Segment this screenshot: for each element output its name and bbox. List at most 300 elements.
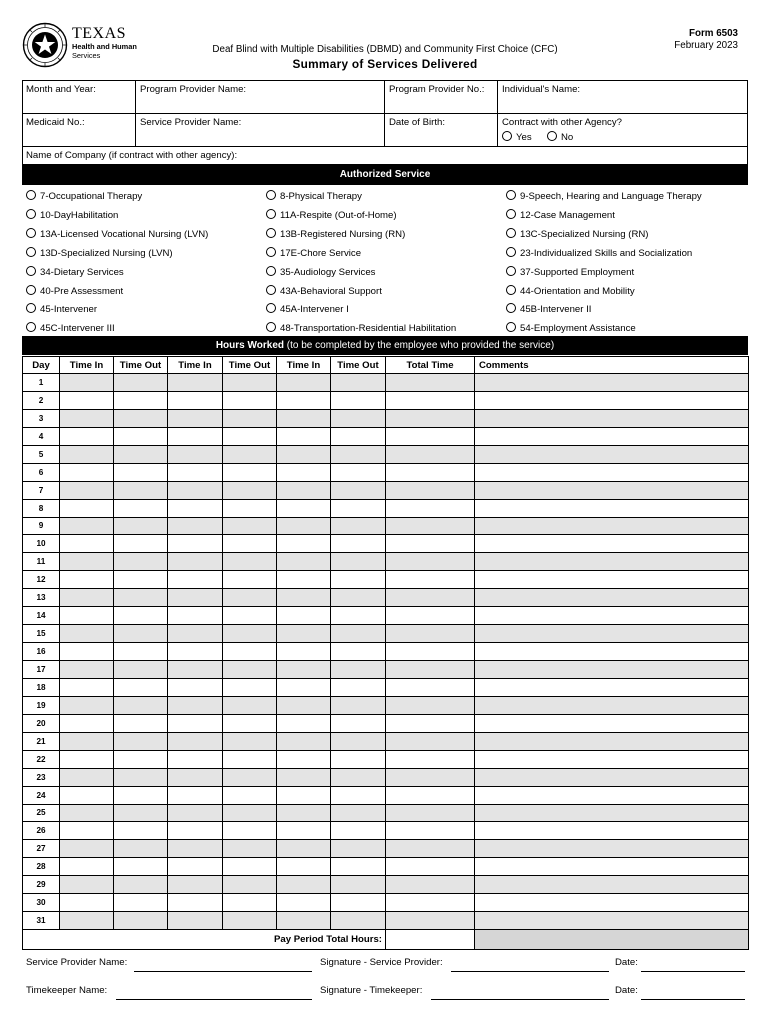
time-in-cell[interactable] — [60, 750, 114, 768]
signature-timekeeper-line[interactable] — [431, 999, 609, 1000]
service-option[interactable] — [266, 303, 349, 315]
time-out-cell[interactable] — [223, 768, 277, 786]
service-option[interactable] — [506, 285, 635, 297]
time-out-cell[interactable] — [114, 750, 168, 768]
comments-cell[interactable] — [475, 840, 749, 858]
time-out-cell[interactable] — [223, 409, 277, 427]
time-in-cell[interactable] — [168, 481, 223, 499]
time-in-cell[interactable] — [60, 625, 114, 643]
comments-cell[interactable] — [475, 822, 749, 840]
time-out-cell[interactable] — [114, 714, 168, 732]
time-out-cell[interactable] — [331, 840, 386, 858]
service-option[interactable] — [26, 285, 123, 297]
time-out-cell[interactable] — [223, 822, 277, 840]
time-out-cell[interactable] — [331, 499, 386, 517]
time-in-cell[interactable] — [277, 732, 331, 750]
time-out-cell[interactable] — [114, 607, 168, 625]
comments-cell[interactable] — [475, 481, 749, 499]
radio-icon[interactable] — [26, 303, 36, 313]
time-out-cell[interactable] — [114, 553, 168, 571]
time-out-cell[interactable] — [331, 374, 386, 392]
time-in-cell[interactable] — [277, 876, 331, 894]
time-in-cell[interactable] — [60, 804, 114, 822]
time-out-cell[interactable] — [331, 732, 386, 750]
total-time-cell[interactable] — [386, 535, 475, 553]
radio-icon[interactable] — [506, 285, 516, 295]
time-in-cell[interactable] — [277, 409, 331, 427]
time-in-cell[interactable] — [168, 589, 223, 607]
service-option[interactable] — [266, 285, 382, 297]
time-in-cell[interactable] — [277, 768, 331, 786]
comments-cell[interactable] — [475, 643, 749, 661]
time-in-cell[interactable] — [60, 589, 114, 607]
radio-icon[interactable] — [26, 209, 36, 219]
time-in-cell[interactable] — [277, 840, 331, 858]
total-time-cell[interactable] — [386, 858, 475, 876]
time-out-cell[interactable] — [114, 822, 168, 840]
total-time-cell[interactable] — [386, 427, 475, 445]
time-in-cell[interactable] — [277, 858, 331, 876]
time-in-cell[interactable] — [277, 696, 331, 714]
time-in-cell[interactable] — [277, 499, 331, 517]
time-in-cell[interactable] — [60, 696, 114, 714]
time-out-cell[interactable] — [223, 732, 277, 750]
comments-cell[interactable] — [475, 786, 749, 804]
time-in-cell[interactable] — [277, 625, 331, 643]
time-out-cell[interactable] — [223, 643, 277, 661]
time-in-cell[interactable] — [60, 517, 114, 535]
service-option[interactable] — [506, 209, 615, 221]
time-out-cell[interactable] — [331, 445, 386, 463]
comments-cell[interactable] — [475, 463, 749, 481]
radio-icon[interactable] — [506, 247, 516, 257]
time-out-cell[interactable] — [114, 517, 168, 535]
total-time-cell[interactable] — [386, 643, 475, 661]
total-time-cell[interactable] — [386, 696, 475, 714]
time-in-cell[interactable] — [277, 894, 331, 912]
time-in-cell[interactable] — [60, 374, 114, 392]
signature-service-provider-line[interactable] — [451, 971, 609, 972]
time-out-cell[interactable] — [331, 822, 386, 840]
comments-cell[interactable] — [475, 876, 749, 894]
comments-cell[interactable] — [475, 445, 749, 463]
time-out-cell[interactable] — [223, 463, 277, 481]
time-in-cell[interactable] — [168, 553, 223, 571]
total-time-cell[interactable] — [386, 786, 475, 804]
time-in-cell[interactable] — [277, 822, 331, 840]
date-of-birth-field[interactable]: Date of Birth: — [389, 117, 445, 128]
time-out-cell[interactable] — [223, 445, 277, 463]
comments-cell[interactable] — [475, 732, 749, 750]
contract-no-option[interactable] — [547, 131, 573, 143]
radio-icon[interactable] — [266, 303, 276, 313]
total-time-cell[interactable] — [386, 804, 475, 822]
comments-cell[interactable] — [475, 409, 749, 427]
radio-icon[interactable] — [26, 247, 36, 257]
time-in-cell[interactable] — [168, 732, 223, 750]
time-out-cell[interactable] — [331, 517, 386, 535]
time-out-cell[interactable] — [223, 696, 277, 714]
comments-cell[interactable] — [475, 571, 749, 589]
service-option[interactable] — [266, 247, 361, 259]
time-in-cell[interactable] — [168, 643, 223, 661]
total-time-cell[interactable] — [386, 409, 475, 427]
contract-yes-option[interactable] — [502, 131, 532, 143]
service-option[interactable] — [26, 247, 173, 259]
time-out-cell[interactable] — [331, 912, 386, 930]
time-out-cell[interactable] — [223, 625, 277, 643]
time-out-cell[interactable] — [114, 427, 168, 445]
time-out-cell[interactable] — [331, 714, 386, 732]
service-option[interactable] — [26, 209, 118, 221]
time-in-cell[interactable] — [277, 714, 331, 732]
time-in-cell[interactable] — [168, 822, 223, 840]
time-out-cell[interactable] — [223, 499, 277, 517]
time-in-cell[interactable] — [60, 427, 114, 445]
time-in-cell[interactable] — [277, 643, 331, 661]
time-in-cell[interactable] — [168, 499, 223, 517]
radio-icon[interactable] — [506, 228, 516, 238]
time-out-cell[interactable] — [114, 463, 168, 481]
comments-cell[interactable] — [475, 374, 749, 392]
time-in-cell[interactable] — [168, 840, 223, 858]
time-out-cell[interactable] — [331, 571, 386, 589]
time-out-cell[interactable] — [114, 678, 168, 696]
time-out-cell[interactable] — [223, 553, 277, 571]
total-time-cell[interactable] — [386, 714, 475, 732]
service-option[interactable] — [26, 303, 97, 315]
comments-cell[interactable] — [475, 696, 749, 714]
individual-name-field[interactable]: Individual's Name: — [502, 84, 581, 95]
total-time-cell[interactable] — [386, 391, 475, 409]
time-in-cell[interactable] — [277, 427, 331, 445]
time-in-cell[interactable] — [60, 678, 114, 696]
radio-icon[interactable] — [506, 209, 516, 219]
total-time-cell[interactable] — [386, 876, 475, 894]
time-in-cell[interactable] — [277, 463, 331, 481]
service-option[interactable] — [266, 190, 362, 202]
comments-cell[interactable] — [475, 661, 749, 679]
total-time-cell[interactable] — [386, 481, 475, 499]
time-out-cell[interactable] — [114, 696, 168, 714]
comments-cell[interactable] — [475, 517, 749, 535]
time-in-cell[interactable] — [168, 517, 223, 535]
total-time-cell[interactable] — [386, 553, 475, 571]
time-in-cell[interactable] — [60, 571, 114, 589]
comments-cell[interactable] — [475, 768, 749, 786]
time-out-cell[interactable] — [223, 894, 277, 912]
time-in-cell[interactable] — [60, 463, 114, 481]
total-time-cell[interactable] — [386, 678, 475, 696]
comments-cell[interactable] — [475, 804, 749, 822]
time-out-cell[interactable] — [114, 643, 168, 661]
time-in-cell[interactable] — [60, 481, 114, 499]
time-out-cell[interactable] — [114, 858, 168, 876]
total-time-cell[interactable] — [386, 571, 475, 589]
radio-icon[interactable] — [26, 228, 36, 238]
time-in-cell[interactable] — [168, 876, 223, 894]
time-out-cell[interactable] — [331, 643, 386, 661]
total-time-cell[interactable] — [386, 822, 475, 840]
time-out-cell[interactable] — [331, 858, 386, 876]
time-out-cell[interactable] — [114, 391, 168, 409]
service-option[interactable] — [266, 266, 375, 278]
comments-cell[interactable] — [475, 553, 749, 571]
time-out-cell[interactable] — [114, 589, 168, 607]
time-out-cell[interactable] — [114, 786, 168, 804]
time-in-cell[interactable] — [168, 625, 223, 643]
time-in-cell[interactable] — [60, 661, 114, 679]
total-time-cell[interactable] — [386, 840, 475, 858]
time-in-cell[interactable] — [60, 607, 114, 625]
time-out-cell[interactable] — [223, 427, 277, 445]
time-in-cell[interactable] — [60, 499, 114, 517]
time-out-cell[interactable] — [223, 678, 277, 696]
time-out-cell[interactable] — [331, 553, 386, 571]
service-option[interactable] — [26, 190, 142, 202]
time-out-cell[interactable] — [223, 607, 277, 625]
service-option[interactable] — [506, 322, 636, 334]
radio-icon[interactable] — [26, 266, 36, 276]
total-time-cell[interactable] — [386, 661, 475, 679]
time-out-cell[interactable] — [223, 840, 277, 858]
time-in-cell[interactable] — [168, 463, 223, 481]
time-in-cell[interactable] — [168, 894, 223, 912]
time-out-cell[interactable] — [331, 607, 386, 625]
time-out-cell[interactable] — [331, 786, 386, 804]
time-out-cell[interactable] — [223, 589, 277, 607]
time-in-cell[interactable] — [277, 374, 331, 392]
service-option[interactable] — [506, 247, 692, 259]
time-out-cell[interactable] — [223, 481, 277, 499]
time-out-cell[interactable] — [223, 912, 277, 930]
radio-icon[interactable] — [266, 322, 276, 332]
total-time-cell[interactable] — [386, 607, 475, 625]
time-out-cell[interactable] — [223, 750, 277, 768]
time-out-cell[interactable] — [223, 391, 277, 409]
time-in-cell[interactable] — [277, 804, 331, 822]
time-out-cell[interactable] — [331, 768, 386, 786]
time-in-cell[interactable] — [277, 391, 331, 409]
time-out-cell[interactable] — [331, 625, 386, 643]
total-time-cell[interactable] — [386, 768, 475, 786]
company-name-field[interactable]: Name of Company (if contract with other agency): — [26, 150, 238, 161]
total-time-cell[interactable] — [386, 499, 475, 517]
time-out-cell[interactable] — [223, 374, 277, 392]
time-out-cell[interactable] — [114, 409, 168, 427]
total-time-cell[interactable] — [386, 517, 475, 535]
time-in-cell[interactable] — [168, 714, 223, 732]
service-provider-name-field[interactable]: Service Provider Name: — [140, 117, 242, 128]
time-out-cell[interactable] — [223, 517, 277, 535]
total-time-cell[interactable] — [386, 750, 475, 768]
radio-icon[interactable] — [506, 190, 516, 200]
program-provider-name-field[interactable]: Program Provider Name: — [140, 84, 247, 95]
radio-icon[interactable] — [547, 131, 557, 141]
time-out-cell[interactable] — [114, 535, 168, 553]
time-in-cell[interactable] — [277, 571, 331, 589]
total-time-cell[interactable] — [386, 463, 475, 481]
time-in-cell[interactable] — [277, 481, 331, 499]
time-in-cell[interactable] — [168, 607, 223, 625]
timekeeper-name-line[interactable] — [116, 999, 312, 1000]
comments-cell[interactable] — [475, 391, 749, 409]
radio-icon[interactable] — [26, 322, 36, 332]
time-out-cell[interactable] — [223, 661, 277, 679]
time-in-cell[interactable] — [60, 858, 114, 876]
time-in-cell[interactable] — [277, 661, 331, 679]
time-in-cell[interactable] — [168, 768, 223, 786]
comments-cell[interactable] — [475, 912, 749, 930]
service-option[interactable] — [26, 266, 124, 278]
radio-icon[interactable] — [266, 247, 276, 257]
comments-cell[interactable] — [475, 858, 749, 876]
radio-icon[interactable] — [26, 285, 36, 295]
radio-icon[interactable] — [502, 131, 512, 141]
service-option[interactable] — [266, 322, 456, 334]
comments-cell[interactable] — [475, 750, 749, 768]
radio-icon[interactable] — [506, 322, 516, 332]
time-out-cell[interactable] — [331, 409, 386, 427]
service-provider-name-line[interactable] — [134, 971, 312, 972]
total-time-cell[interactable] — [386, 894, 475, 912]
time-in-cell[interactable] — [168, 750, 223, 768]
time-out-cell[interactable] — [114, 876, 168, 894]
time-in-cell[interactable] — [277, 445, 331, 463]
comments-cell[interactable] — [475, 678, 749, 696]
time-in-cell[interactable] — [277, 589, 331, 607]
service-option[interactable] — [506, 266, 634, 278]
time-out-cell[interactable] — [331, 535, 386, 553]
time-out-cell[interactable] — [114, 768, 168, 786]
time-in-cell[interactable] — [60, 786, 114, 804]
program-provider-no-field[interactable]: Program Provider No.: — [389, 84, 485, 95]
service-option[interactable] — [506, 228, 649, 240]
time-in-cell[interactable] — [168, 858, 223, 876]
time-out-cell[interactable] — [114, 625, 168, 643]
time-out-cell[interactable] — [331, 876, 386, 894]
radio-icon[interactable] — [506, 266, 516, 276]
time-out-cell[interactable] — [114, 804, 168, 822]
time-in-cell[interactable] — [168, 786, 223, 804]
time-out-cell[interactable] — [223, 804, 277, 822]
time-out-cell[interactable] — [223, 876, 277, 894]
time-in-cell[interactable] — [60, 643, 114, 661]
time-out-cell[interactable] — [331, 589, 386, 607]
comments-cell[interactable] — [475, 427, 749, 445]
time-in-cell[interactable] — [277, 553, 331, 571]
time-out-cell[interactable] — [223, 535, 277, 553]
time-in-cell[interactable] — [168, 445, 223, 463]
total-time-cell[interactable] — [386, 445, 475, 463]
time-in-cell[interactable] — [60, 894, 114, 912]
time-in-cell[interactable] — [60, 535, 114, 553]
time-out-cell[interactable] — [114, 374, 168, 392]
service-option[interactable] — [26, 228, 208, 240]
radio-icon[interactable] — [266, 228, 276, 238]
time-in-cell[interactable] — [60, 840, 114, 858]
time-out-cell[interactable] — [223, 714, 277, 732]
time-in-cell[interactable] — [60, 912, 114, 930]
comments-cell[interactable] — [475, 535, 749, 553]
total-time-cell[interactable] — [386, 374, 475, 392]
time-in-cell[interactable] — [168, 571, 223, 589]
date2-line[interactable] — [641, 999, 745, 1000]
time-out-cell[interactable] — [331, 678, 386, 696]
time-out-cell[interactable] — [223, 786, 277, 804]
service-option[interactable] — [506, 303, 591, 315]
time-in-cell[interactable] — [60, 732, 114, 750]
time-out-cell[interactable] — [331, 427, 386, 445]
time-in-cell[interactable] — [168, 391, 223, 409]
time-out-cell[interactable] — [331, 463, 386, 481]
time-in-cell[interactable] — [60, 553, 114, 571]
radio-icon[interactable] — [266, 209, 276, 219]
time-in-cell[interactable] — [60, 409, 114, 427]
pay-period-total-input[interactable] — [386, 930, 475, 950]
radio-icon[interactable] — [266, 285, 276, 295]
time-in-cell[interactable] — [277, 678, 331, 696]
service-option[interactable] — [266, 209, 397, 221]
time-out-cell[interactable] — [114, 840, 168, 858]
time-out-cell[interactable] — [114, 499, 168, 517]
time-out-cell[interactable] — [331, 481, 386, 499]
time-out-cell[interactable] — [114, 894, 168, 912]
time-out-cell[interactable] — [114, 445, 168, 463]
total-time-cell[interactable] — [386, 732, 475, 750]
total-time-cell[interactable] — [386, 912, 475, 930]
time-in-cell[interactable] — [168, 661, 223, 679]
time-in-cell[interactable] — [168, 374, 223, 392]
time-out-cell[interactable] — [114, 661, 168, 679]
time-in-cell[interactable] — [60, 768, 114, 786]
time-in-cell[interactable] — [277, 607, 331, 625]
time-in-cell[interactable] — [168, 912, 223, 930]
time-in-cell[interactable] — [60, 445, 114, 463]
radio-icon[interactable] — [266, 266, 276, 276]
comments-cell[interactable] — [475, 589, 749, 607]
radio-icon[interactable] — [266, 190, 276, 200]
time-in-cell[interactable] — [168, 409, 223, 427]
time-in-cell[interactable] — [277, 517, 331, 535]
time-out-cell[interactable] — [114, 912, 168, 930]
time-out-cell[interactable] — [331, 750, 386, 768]
month-year-field[interactable]: Month and Year: — [26, 84, 96, 95]
time-out-cell[interactable] — [223, 858, 277, 876]
time-out-cell[interactable] — [331, 661, 386, 679]
service-option[interactable] — [506, 190, 702, 202]
time-in-cell[interactable] — [60, 714, 114, 732]
time-in-cell[interactable] — [168, 804, 223, 822]
time-in-cell[interactable] — [277, 535, 331, 553]
time-in-cell[interactable] — [168, 535, 223, 553]
radio-icon[interactable] — [26, 190, 36, 200]
time-out-cell[interactable] — [114, 732, 168, 750]
total-time-cell[interactable] — [386, 589, 475, 607]
time-out-cell[interactable] — [331, 804, 386, 822]
time-in-cell[interactable] — [60, 391, 114, 409]
service-option[interactable] — [266, 228, 405, 240]
time-in-cell[interactable] — [168, 427, 223, 445]
time-out-cell[interactable] — [331, 696, 386, 714]
time-out-cell[interactable] — [331, 391, 386, 409]
time-in-cell[interactable] — [60, 822, 114, 840]
total-time-cell[interactable] — [386, 625, 475, 643]
comments-cell[interactable] — [475, 894, 749, 912]
time-in-cell[interactable] — [277, 912, 331, 930]
time-out-cell[interactable] — [114, 571, 168, 589]
time-in-cell[interactable] — [60, 876, 114, 894]
